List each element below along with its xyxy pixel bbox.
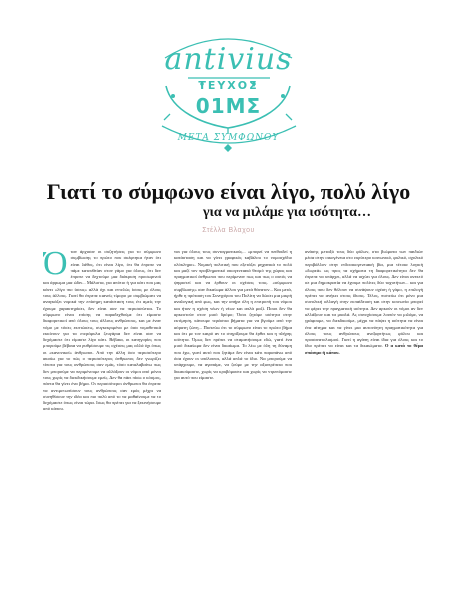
article-body — [43, 249, 423, 591]
drop-cap: Ό — [43, 249, 68, 282]
article-paragraph — [43, 249, 161, 413]
column-text: ανάσης μεταξύ τους δύο φύλων, στα βιώματα των παιδιών μέσα στην οικογένεια στο ευρύτερο κοινωνικό, φυλικό, σχολικό περιβάλλον στην ενδοοικογενειακή βία, μια τέτοια λογική «δωρεά» ως προς τα σχήματα τη διαφορετικότητα δεν θα έπρεπε να υπάρχει, αλλά να ισχύει για όλους. Δεν είναι ανεκτό σε μια δημοκρατία να έχουμε πολίτες δύο ταχυτήτων... και για όλους που δεν θέλουν να συνάψουν σχέση ή γάμο, η επιλογή πρέπει να ανήκει στους ίδιους. Τέλος, πιστεύω ότι μόνο μια συνολική αλλαγή στην εκπαίδευση και στην κοινωνία μπορεί να φέρει την πραγματική ισότητα. Δεν αρκούν οι νόμοι αν δεν αλλάξουν και τα μυαλά. Ας συνεχίσουμε λοιπόν να μιλάμε, να γράφουμε, να διεκδικούμε, μέχρι να πάψει η ισότητα να είναι ένα αίτημα και να γίνει μια αυτονόητη πραγματικότητα για όλους τους ανθρώπους ανεξαρτήτως φύλου και προσανατολισμού. Γιατί η αγάπη είναι ίδια για όλους και το ίδιο πρέπει να είναι και τα δικαιώματα. — [305, 249, 423, 349]
issue-number: 01ΜΣ — [195, 94, 262, 118]
issue-label: ΤΕΥΧΟΣ — [198, 79, 259, 92]
article-column — [174, 249, 292, 591]
article-byline: Στέλλα Βλαχου — [202, 227, 255, 234]
column-text: ταν άρχισαν οι συζητήσεις για το σύμφωνο συμβίωσης το πρώτο που σκέφτηκα ήταν ότι είναι λάθος, ότι είναι λίγο, ότι θα έπρεπε να πάμε κατευθείαν στον γάμο για όλους, ότι δεν έπρεπε να δεχτούμε μια διάκριση προσωρινού και άρρωμα μια ώδιν... Μάλιστα, για απότιο ή για κάτι που μας κάνει «λίγο πιο ίσους» αλλά όχι και εντελώς ίσους με όλους τους άλλους. Γιατί θα έπρεπε κιανείς τίμορο με συμβιώματι να αναγκάζει νομικά την επίσημη κατάσταση τους έτι αμείς την έχουμε χαρακτηρίσει, δεν είναι σαν να περισσεύεται. Το σύμφωνο είναι επίσης να παραδεχθούμε ότι είμαστε διαφορετικοί από όλους τους άλλους ανθρώπους, και με έναν νόμο με τόσες εκπτώσεις, συγκεκριμένα με όσα νομοθετικά εκκίνουν για τα ετερόφυλα ζευγάρια δεν είναι σαν να δεχόμαστε ότι είμαστε λίγο κάτι. Βέβαια, οι κατηγορίες που μπορούμε βέβαια να ρυθμίσουμε τις σχέσεις μας αλλά όχι όπως οι «κανονικοί» άνθρωποι. Από την άλλη όσο περισσότερο ακούω για το πώς ο περισσότερος άνθρωπος δεν γνωρίζει τίποτα για τους ανθρώπους σαν εμάς, τόσο καταλαβαίνω πως δεν μπορούμε να περιμένουμε να αλλάξουν οι νόμοι από μόνοι τους χωρίς να διεκδικήσουμε εμείς. Δεν θα πάει πίσω ο κόσμος, πάντα θα γίνει ένα βήμα. Οι περισσότεροι άνθρωποι θα έπρεπε να αντιμετωπίσουν τους ανθρώπους σαν εμάς μέχρι να συνηθίσουν την ιδέα και πιο πολύ από το να μαθαίνουμε να το δεχόμαστε όπως είναι τώρα. Ισως θα πρέπει για να ξεκινήσουμε από κάπου. — [43, 249, 161, 412]
article-subheadline: για να μιλάμε για ισότητα… — [203, 205, 371, 220]
article-paragraph — [305, 249, 423, 356]
masthead-subtitle: ΜΕΤΑ ΣΥΜΦΩΝΟΥ — [177, 133, 280, 143]
masthead — [0, 0, 457, 175]
article-headline: Γιατί το σύμφωνο είναι λίγο, πολύ λίγο — [46, 179, 411, 204]
article-column — [43, 249, 161, 591]
article-column — [305, 249, 423, 591]
article-closing: Ο α κατά το θέμα σπάσιμο ή κάπου. — [305, 343, 423, 355]
article-paragraph: ναι για όλους τους συνταγματικούς... «μπορεί να πειθοιδεί η κατάσταση και να γίνει γραφικός καβάλου το νομοσχέδιο ολόκληρο». Νομική πολιτική που εξετάζει μηχανικά το πολύ και μαζί τον προβληματικό οικογενειακό θεσμό της χώρας και πραγματικοί άνθρωποι που περίμεναν πως και πως ο αυτός να ψηφιστεί και να έρθουν οι σχέσεις τους. «σύμφωνο συμβίωσης» σαν δικαίωμα άλλου για μετά θάνατον... Και μετά, ήρθε η πρόταση του Συνηγόρου του Πολίτη να δώσει μια μικρή αναλογική από φως, και την απήρε όλη η επιτροπή του νόμου και ήταν η σχέση νέων ή νέων και απλά μαζί. Ποιοι δεν θα αρκεστούν στον μισό δρόμο; Όσοι ζητάμε ισότητα στην εκτίμηση, κάνουμε τεράστια βήματα για να βγούμε από την αόρατη ζώνη... Πιστεύω ότι το σύμφωνο είναι το πρώτο βήμα και ότι με τον καιρό αν το στηρίξουμε θα έρθει και η πλήρης ισότητα. Όμως δεν πρέπει να σταματήσουμε εδώ, γιατί ένα μισό δικαίωμα δεν είναι δικαίωμα. Το λέω με όλη τη δύναμη που έχω, γιατί αυτό που ζητάμε δεν είναι κάτι παραπάνω από όσα έχουν οι υπόλοιποι, αλλά απλά το ίδιο. Να μπορούμε να υπάρχουμε, να αγαπάμε, να ζούμε με την αξιοπρέπεια που δικαιούμαστε, χωρίς να κρυβόμαστε και χωρίς να ντρεπόμαστε για αυτό που είμαστε. — [174, 249, 292, 380]
masthead-brand: antivius — [164, 42, 293, 77]
